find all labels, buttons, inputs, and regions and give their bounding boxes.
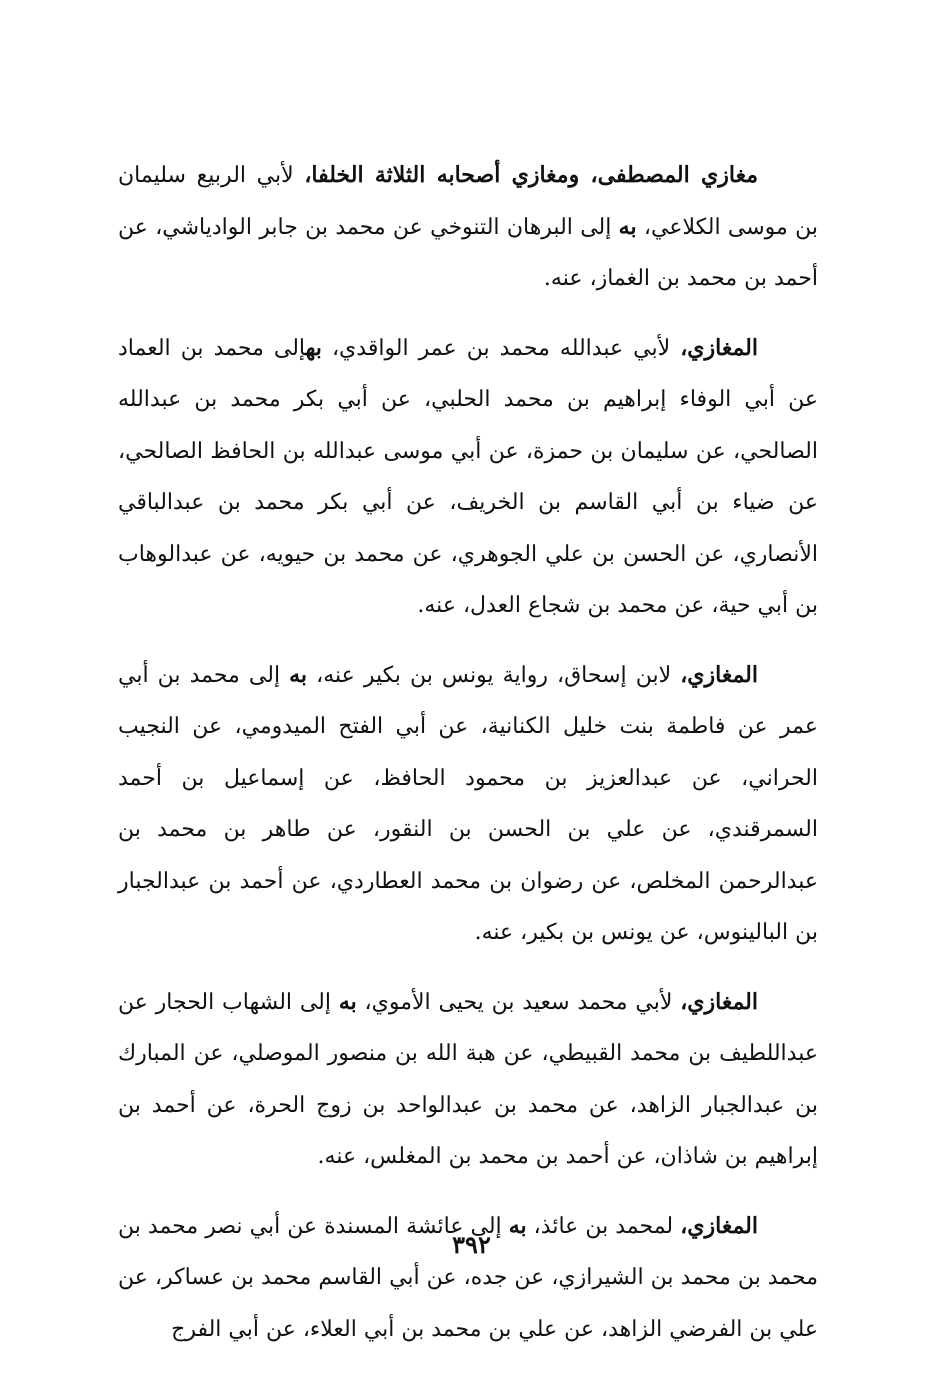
entry-bih: به [305,334,322,361]
entry-text: لمحمد بن عائذ، [526,1213,681,1239]
page-body [118,150,818,1373]
entry-text: إلى محمد بن أبي عمر عن فاطمة بنت خليل الكنانية، عن أبي الفتح الميدومي، عن النجيب الحراني، عن عبدالعزيز بن محمود الحافظ، عن إسماعيل بن أحمد السمرقندي، عن علي بن الحسن بن النقور، عن طاهر بن محمد بن عبدالرحمن المخلص، عن رضوان بن محمد العطاردي، عن أحمد بن عبدالجبار بن البالينوس، عن يونس بن بكير، عنه. [118,662,818,945]
entry-maghazi-umawi [118,977,818,1183]
entry-maghazi-ibn-aidh [118,1201,818,1356]
entry-title: المغازي، [680,661,758,688]
entry-text: لأبي محمد سعيد بن يحيى الأموي، [356,989,681,1015]
entry-text: إلى البرهان التنوخي عن محمد بن جابر الوادياشي، عن أحمد بن محمد بن الغماز، عنه. [118,214,818,291]
entry-text: لأبي عبدالله محمد بن عمر الواقدي، [321,335,681,361]
entry-maghazi-ibn-ishaq [118,650,818,959]
entry-title: مغازي المصطفى، ومغازي أصحابه الثلاثة الخلفا، [304,162,758,188]
entry-bih: به [508,1212,527,1239]
entry-title: المغازي، [680,988,758,1015]
entry-text: لابن إسحاق، رواية يونس بن بكير عنه، [307,662,681,688]
entry-text: إلى عائشة المسندة عن أبي نصر محمد بن محمد بن محمد بن الشيرازي، عن جده، عن أبي القاسم محمد بن عساكر، عن علي بن الفرضي الزاهد، عن علي بن محمد بن أبي العلاء، عن أبي الفرج [118,1213,818,1342]
entry-text: إلى محمد بن العماد عن أبي الوفاء إبراهيم بن محمد الحلبي، عن أبي بكر محمد بن عبدالله الصالحي، عن سليمان بن حمزة، عن أبي موسى عبدالله بن الحافظ الصالحي، عن ضياء بن أبي القاسم بن الخريف، عن أبي بكر محمد بن عبدالباقي الأنصاري، عن الحسن بن علي الجوهري، عن محمد بن حيويه، عن عبدالوهاب بن أبي حية، عن محمد بن شجاع العدل، عنه. [118,335,818,618]
entry-bih: به [338,988,357,1015]
page-number: ٣٩٢ [452,1230,491,1259]
entry-title: المغازي، [680,1212,758,1239]
entry-title: المغازي، [680,334,758,361]
entry-maghazi-mustafa [118,150,818,305]
entry-text: إلى الشهاب الحجار عن عبداللطيف بن محمد القبيطي، عن هبة الله بن منصور الموصلي، عن المبارك بن عبدالجبار الزاهد، عن محمد بن عبدالواحد بن زوج الحرة، عن أحمد بن إبراهيم بن شاذان، عن أحمد بن محمد بن المغلس، عنه. [118,989,818,1169]
entry-text: لأبي الربيع سليمان بن موسى الكلاعي، [118,163,818,240]
entry-bih: به [289,661,308,688]
entry-maghazi-waqidi [118,323,818,632]
entry-bih: به [618,213,637,240]
